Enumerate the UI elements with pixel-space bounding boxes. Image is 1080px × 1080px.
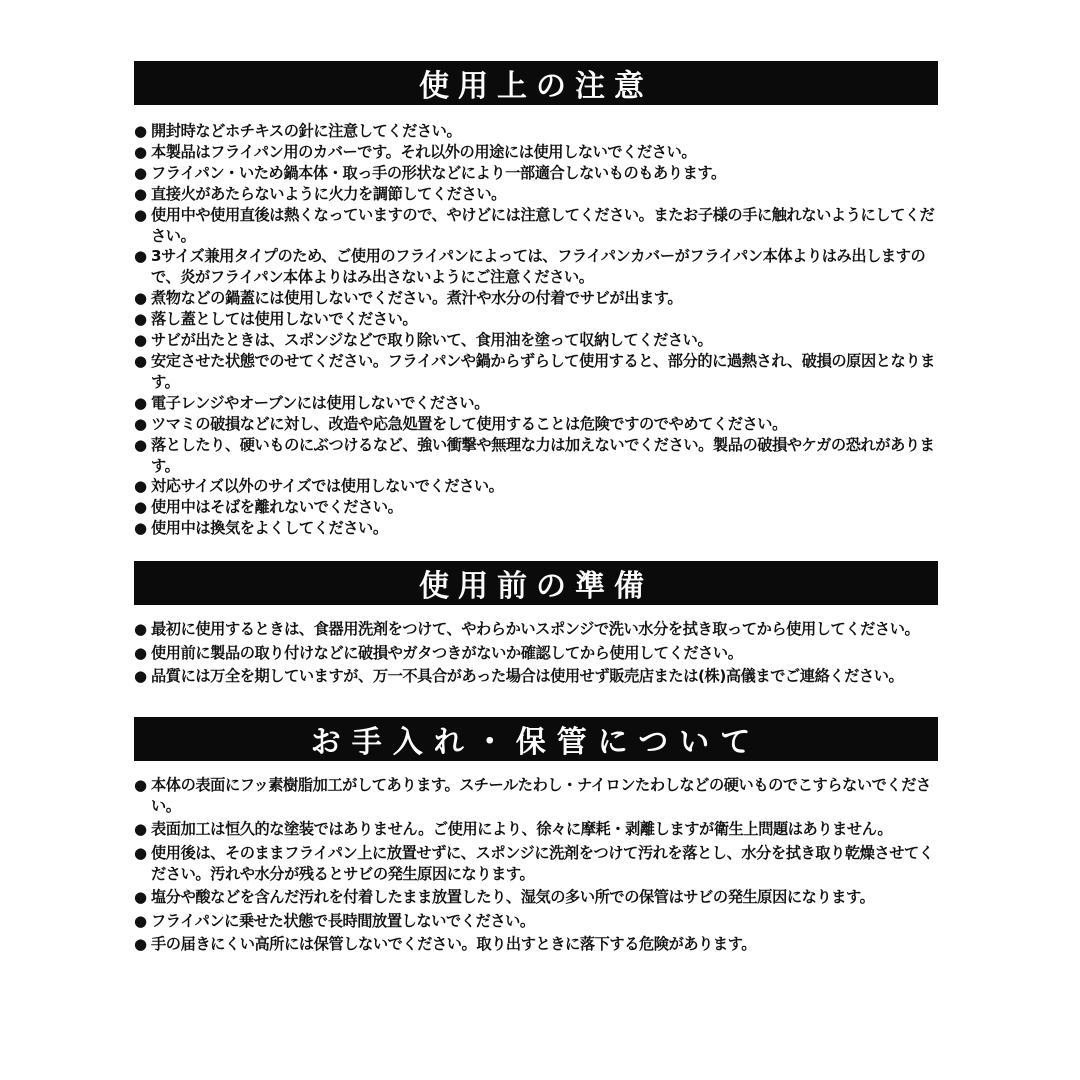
list-item: ● 3サイズ兼用タイプのため、ご使用のフライパンによっては、フライパンカバーがフライパン本体よりはみ出しますので、炎がフライパン本体よりはみ出さないようにご注意ください。 [134, 246, 938, 288]
list-item: ● 表面加工は恒久的な塗装ではありません。ご使用により、徐々に摩耗・剥離しますが衛生上問題はありません。 [134, 819, 938, 840]
list-item: ● 煮物などの鍋蓋には使用しないでください。煮汁や水分の付着でサビが出ます。 [134, 288, 938, 309]
section-heading: 使用前の準備 [134, 561, 938, 605]
precautions-list [134, 121, 938, 539]
list-item: ● ツマミの破損などに対し、改造や応急処置をして使用することは危険ですのでやめてください。 [134, 414, 938, 435]
list-item: ● 塩分や酸などを含んだ汚れを付着したまま放置したり、湿気の多い所での保管はサビの発生原因になります。 [134, 887, 938, 908]
list-item: ● 安定させた状態でのせてください。フライパンや鍋からずらして使用すると、部分的に過熱され、破損の原因となります。 [134, 351, 938, 393]
list-item: ● 本製品はフライパン用のカバーです。それ以外の用途には使用しないでください。 [134, 142, 938, 163]
instruction-sheet [134, 61, 938, 958]
section-care-storage [134, 717, 938, 955]
list-item: ● 使用前に製品の取り付けなどに破損やガタつきがないか確認してから使用してください。 [134, 643, 938, 664]
list-item: ● 電子レンジやオーブンには使用しないでください。 [134, 393, 938, 414]
list-item: ● 使用中や使用直後は熱くなっていますので、やけどには注意してください。またお子様の手に触れないようにしてください。 [134, 205, 938, 247]
list-item: ● 落としたり、硬いものにぶつけるなど、強い衝撃や無理な力は加えないでください。製品の破損やケガの恐れがあります。 [134, 435, 938, 477]
list-item: ● 開封時などホチキスの針に注意してください。 [134, 121, 938, 142]
list-item: ● 最初に使用するときは、食器用洗剤をつけて、やわらかいスポンジで洗い水分を拭き取ってから使用してください。 [134, 619, 938, 640]
list-item: ● 落し蓋としては使用しないでください。 [134, 309, 938, 330]
care-list [134, 775, 938, 955]
list-item: ● サビが出たときは、スポンジなどで取り除いて、食用油を塗って収納してください。 [134, 330, 938, 351]
section-preparation [134, 561, 938, 687]
list-item: ● フライパン・いため鍋本体・取っ手の形状などにより一部適合しないものもあります。 [134, 163, 938, 184]
list-item: ● 本体の表面にフッ素樹脂加工がしてあります。スチールたわし・ナイロンたわしなどの硬いものでこすらないでください。 [134, 775, 938, 817]
list-item: ● 使用中は換気をよくしてください。 [134, 518, 938, 539]
list-item: ● フライパンに乗せた状態で長時間放置しないでください。 [134, 911, 938, 932]
list-item: ● 直接火があたらないように火力を調節してください。 [134, 184, 938, 205]
section-heading: お手入れ・保管について [134, 717, 938, 761]
list-item: ● 品質には万全を期していますが、万一不具合があった場合は使用せず販売店または(株)高儀までご連絡ください。 [134, 666, 938, 687]
list-item: ● 対応サイズ以外のサイズでは使用しないでください。 [134, 476, 938, 497]
list-item: ● 手の届きにくい高所には保管しないでください。取り出すときに落下する危険があります。 [134, 934, 938, 955]
section-usage-precautions [134, 61, 938, 539]
preparation-list [134, 619, 938, 687]
list-item: ● 使用後は、そのままフライパン上に放置せずに、スポンジに洗剤をつけて汚れを落とし、水分を拭き取り乾燥させてください。汚れや水分が残るとサビの発生原因になります。 [134, 843, 938, 885]
section-heading: 使用上の注意 [134, 61, 938, 105]
list-item: ● 使用中はそばを離れないでください。 [134, 497, 938, 518]
